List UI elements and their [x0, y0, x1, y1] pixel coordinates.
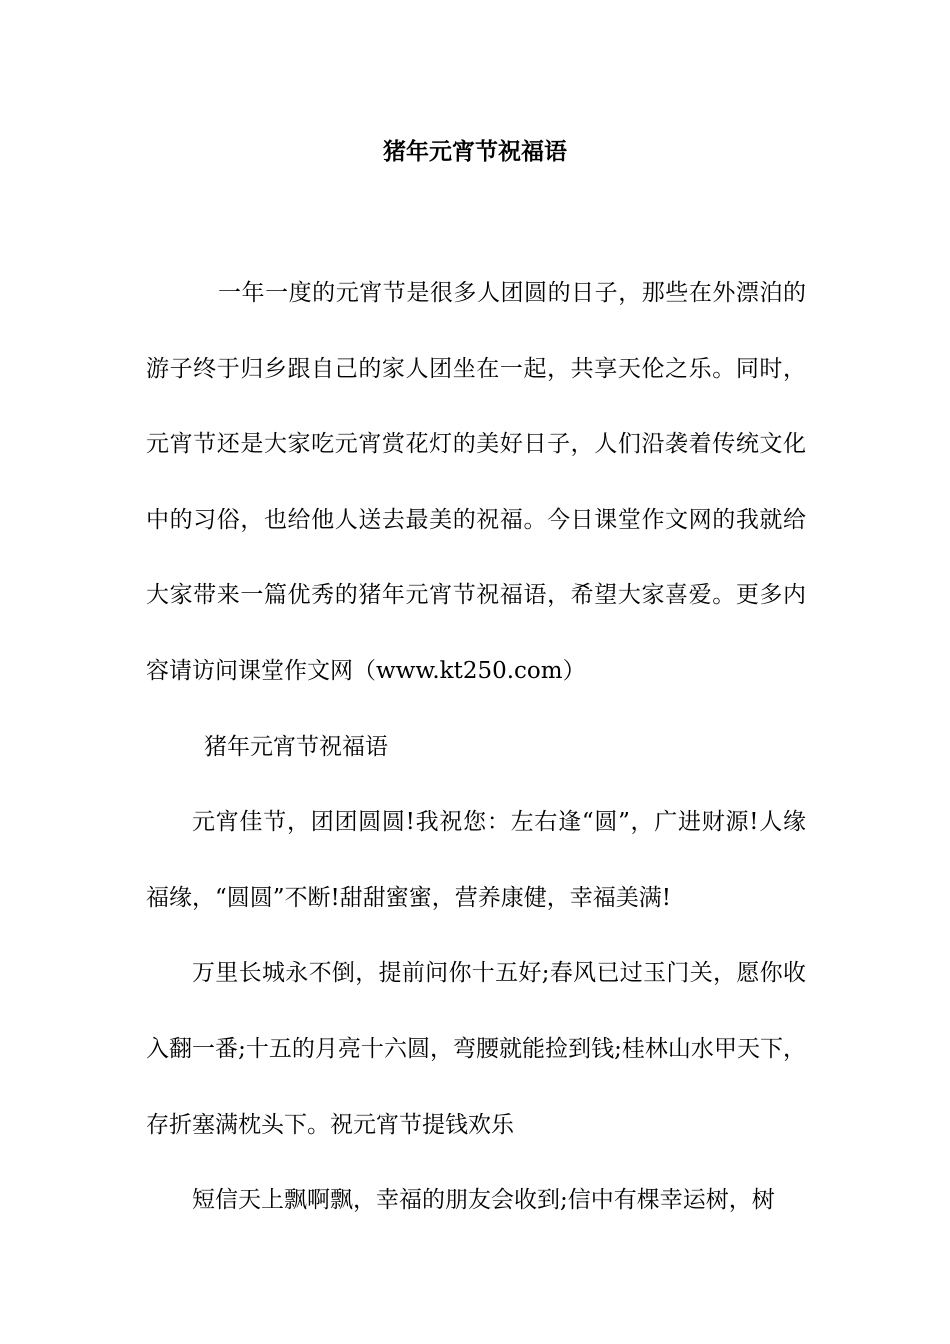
wish-paragraph-2: 万里长城永不倒，提前问你十五好;春风已过玉门关，愿你收入翻一番;十五的月亮十六圆，弯腰就能捡到钱;桂林山水甲天下，存折塞满枕头下。祝元宵节提钱欢乐: [146, 960, 806, 1138]
section-subtitle: 猪年元宵节祝福语: [204, 733, 388, 760]
document-body: [146, 256, 806, 1239]
intro-paragraph: 一年一度的元宵节是很多人团圆的日子，那些在外漂泊的游子终于归乡跟自己的家人团坐在一起，共享天伦之乐。同时，元宵节还是大家吃元宵赏花灯的美好日子，人们沿袭着传统文化中的习俗，也给他人送去最美的祝福。今日课堂作文网的我就给大家带来一篇优秀的猪年元宵节祝福语，希望大家喜爱。更多内容请访问课堂作文网（www.kt250.com）: [146, 280, 806, 684]
document-title: 猪年元宵节祝福语: [383, 138, 567, 165]
wish-paragraph-1: 元宵佳节，团团圆圆!我祝您：左右逢“圆”，广进财源!人缘福缘，“圆圆”不断!甜甜蜜蜜，营养康健，幸福美满!: [146, 809, 806, 911]
wish-paragraph-3: 短信天上飘啊飘，幸福的朋友会收到;信中有棵幸运树，树: [192, 1187, 775, 1214]
